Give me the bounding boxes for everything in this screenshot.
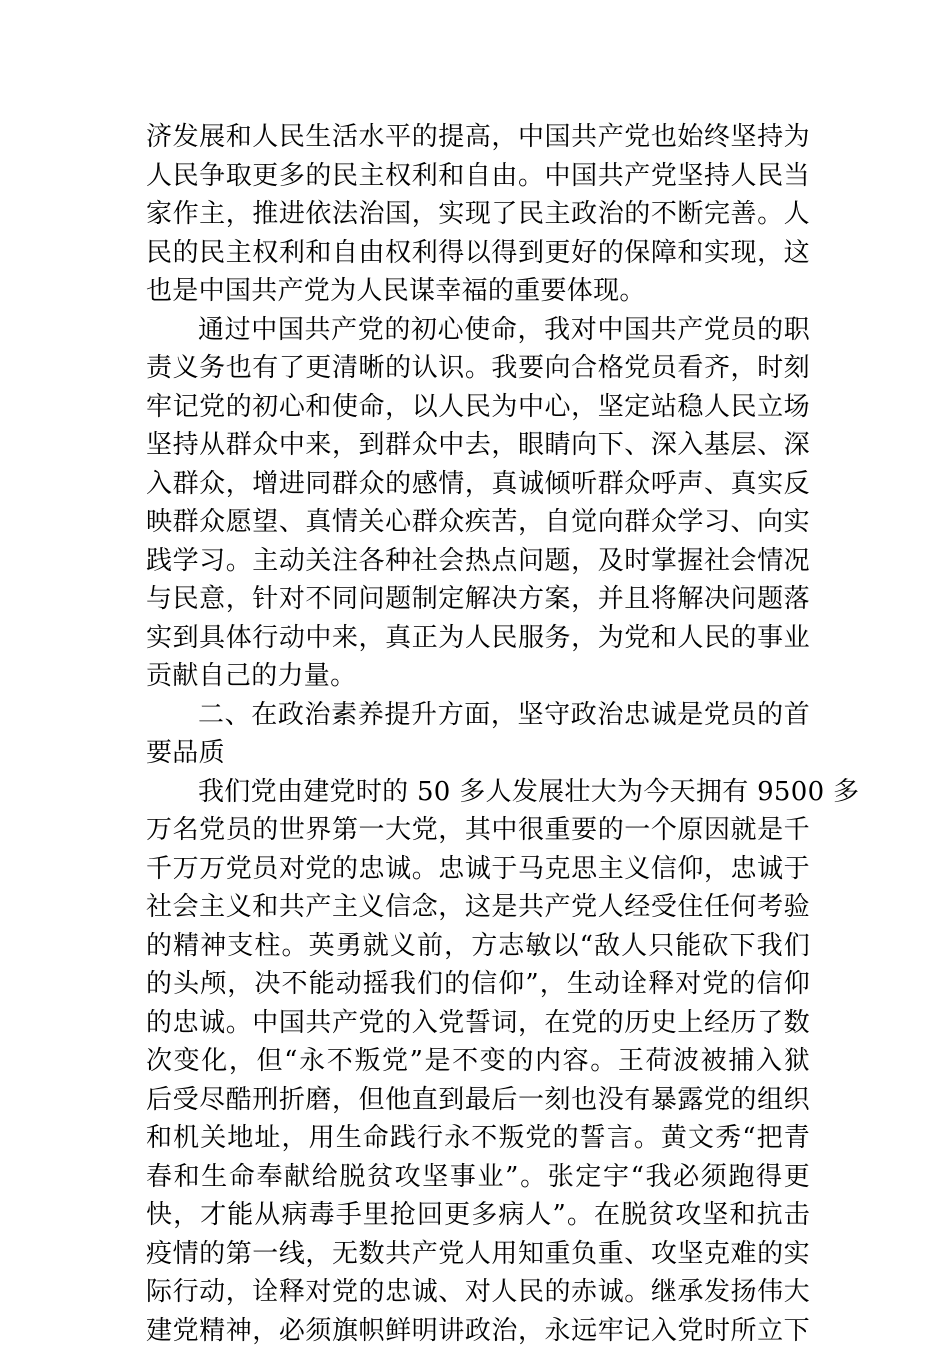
text-line: 万名党员的世界第一大党，其中很重要的一个原因就是千 xyxy=(146,811,810,850)
text-line: 民的民主权利和自由权利得以得到更好的保障和实现，这 xyxy=(146,234,810,273)
text-line: 与民意，针对不同问题制定解决方案，并且将解决问题落 xyxy=(146,580,810,619)
text-line: 次变化，但“永不叛党”是不变的内容。王荷波被捕入狱 xyxy=(146,1042,810,1081)
text-line: 的头颅，决不能动摇我们的信仰”，生动诠释对党的信仰 xyxy=(146,965,810,1004)
text-line: 后受尽酷刑折磨，但他直到最后一刻也没有暴露党的组织 xyxy=(146,1081,810,1120)
text-line: 通过中国共产党的初心使命，我对中国共产党员的职 xyxy=(146,311,810,350)
text-line: 坚持从群众中来，到群众中去，眼睛向下、深入基层、深 xyxy=(146,426,810,465)
text-line: 家作主，推进依法治国，实现了民主政治的不断完善。人 xyxy=(146,195,810,234)
text-line: 际行动，诠释对党的忠诚、对人民的赤诚。继承发扬伟大 xyxy=(146,1273,810,1312)
text-line: 贡献自己的力量。 xyxy=(146,657,810,696)
text-line: 我们党由建党时的 50 多人发展壮大为今天拥有 9500 多 xyxy=(146,773,810,812)
text-line: 责义务也有了更清晰的认识。我要向合格党员看齐，时刻 xyxy=(146,349,810,388)
text-line: 牢记党的初心和使命，以人民为中心，坚定站稳人民立场 xyxy=(146,388,810,427)
text-line: 映群众愿望、真情关心群众疾苦，自觉向群众学习、向实 xyxy=(146,503,810,542)
text-line: 春和生命奉献给脱贫攻坚事业”。张定宇“我必须跑得更 xyxy=(146,1158,810,1197)
text-line: 要品质 xyxy=(146,734,810,773)
text-line: 建党精神，必须旗帜鲜明讲政治，永远牢记入党时所立下 xyxy=(146,1312,810,1350)
text-line: 的精神支柱。英勇就义前，方志敏以“敌人只能砍下我们 xyxy=(146,927,810,966)
text-line: 疫情的第一线，无数共产党人用知重负重、攻坚克难的实 xyxy=(146,1235,810,1274)
text-line: 千万万党员对党的忠诚。忠诚于马克思主义信仰，忠诚于 xyxy=(146,850,810,889)
text-line: 和机关地址，用生命践行永不叛党的誓言。黄文秀“把青 xyxy=(146,1119,810,1158)
text-line: 也是中国共产党为人民谋幸福的重要体现。 xyxy=(146,272,810,311)
document-body xyxy=(146,118,810,1350)
text-line: 济发展和人民生活水平的提高，中国共产党也始终坚持为 xyxy=(146,118,810,157)
text-line: 快，才能从病毒手里抢回更多病人”。在脱贫攻坚和抗击 xyxy=(146,1196,810,1235)
text-line: 人民争取更多的民主权利和自由。中国共产党坚持人民当 xyxy=(146,157,810,196)
text-line: 践学习。主动关注各种社会热点问题，及时掌握社会情况 xyxy=(146,542,810,581)
text-line: 二、在政治素养提升方面，坚守政治忠诚是党员的首 xyxy=(146,696,810,735)
text-line: 的忠诚。中国共产党的入党誓词，在党的历史上经历了数 xyxy=(146,1004,810,1043)
text-line: 社会主义和共产主义信念，这是共产党人经受住任何考验 xyxy=(146,888,810,927)
text-line: 实到具体行动中来，真正为人民服务，为党和人民的事业 xyxy=(146,619,810,658)
text-line: 入群众，增进同群众的感情，真诚倾听群众呼声、真实反 xyxy=(146,465,810,504)
